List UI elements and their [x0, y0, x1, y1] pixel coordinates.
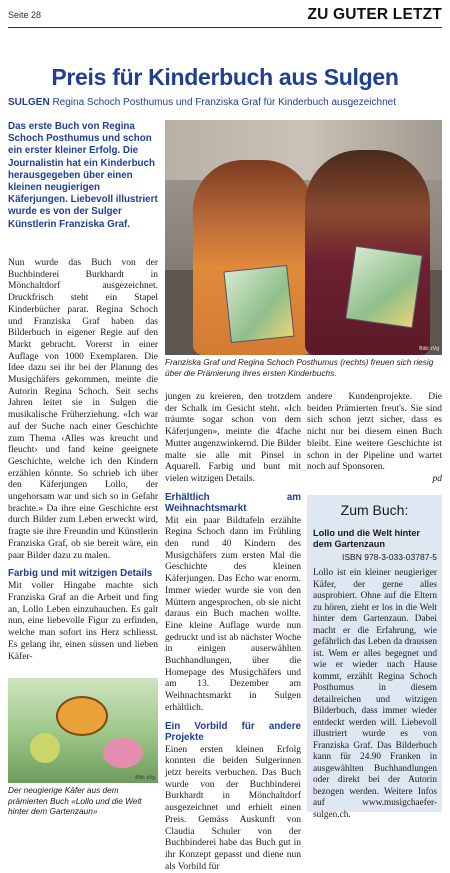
author-signature: pd: [432, 473, 442, 484]
column-3: [307, 392, 442, 486]
subheading: Farbig und mit witzigen Details: [8, 568, 153, 580]
photo-book-right: [345, 246, 423, 329]
book-illustration: [8, 678, 158, 783]
column-1: [8, 258, 158, 663]
column-2: [165, 392, 301, 873]
paragraph: Nun wurde das Buch von der Buchbinderei Burkhardt in Mönchaltdorf ausgezeichnet. Druckfrisch steht ein Stapel Kinderbücher parat. Regina Schoch und Franziska Graf haben das Bilderbuch in eigener Regie auf den Markt gebracht. Vorerst in einer Auflage von 1000 Exemplaren. Die Idee dazu sei ihr bei der Planung des Musigchäfers gekommen, meinte die Autorin Regina Schoch. Seit sechs Jahren leitet sie in Sulgen die musikalische Früherziehung. «Ich war auf der Suche nach einer Geschichte zum Thema ‹Alles was kreucht und fleucht› und fand keine geeignete Geschichte, welche ich den Kindern erzählen könnte. So schrieb ich über den Käferjungen Lollo, der ungehorsam war und sich so in Gefahr brachte.» Da ihre eine Geschichte erst durch Bilder zum Leben erweckt wird, fragte sie ihre Freundin und Künstlerin Franziska Graf, ob sie bereit wäre, ein paar Bilder dazu zu malen.: [8, 258, 158, 561]
page-header: [8, 6, 442, 28]
paragraph: andere Kundenprojekte. Die beiden Prämierten freut's. Sie sind sich schon jetzt sicher, dass es nicht nur bei diesem einen Buch bleibt. Eine weitere Geschichte ist schon in der Pipeline und wartet noch auf Sponsoren.: [307, 392, 442, 473]
illustration-leaf: [30, 733, 60, 763]
paragraph: Einen ersten kleinen Erfolg konnten die beiden Sulgerinnen jetzt bereits verbuchen. Das Buch wurde von der Buchbinderei Burkhardt in Mönchaltdorf ausgezeichnet und erhielt einen Preis. Gemäss Auskunft von Claudia Schuler von der Buchbinderei habe das Buch gut in ihr Konzept gepasst und diene nun als Vorbild für: [165, 744, 301, 872]
box-title: Zum Buch:: [340, 502, 409, 518]
book-isbn: ISBN 978-3-033-03787-5: [342, 552, 437, 562]
photo-caption: Franziska Graf und Regina Schoch Posthumus (rechts) freuen sich riesig über die Prämierung ihres ersten Kinderbuchs.: [165, 357, 434, 378]
book-info-box: [307, 495, 442, 820]
paragraph: jungen zu kreieren, den trotzdem der Schalk im Gesicht steht. «Ich träumte sogar schon von dem Käferjungen», meinte die 4fache Mutter augenzwinkernd. Die Bilder malte sie alle mit Pinsel in Aquarell. Farbig und bunt mit vielen witzigen Details.: [165, 392, 301, 484]
photo-book-left: [223, 265, 294, 343]
subheading: Ein Vorbild für andere Projekte: [165, 720, 301, 743]
article-photo: [165, 120, 442, 355]
article-subline: [8, 97, 448, 108]
page-number: Seite 28: [8, 10, 42, 20]
illustration-caption: Der neugierige Käfer aus dem prämierten Buch «Lollo und die Welt hinter dem Gartenzaun»: [8, 785, 142, 816]
photo-credit: Bild: zVg: [419, 346, 439, 352]
illustration-flower: [103, 738, 143, 768]
beetle-figure: [56, 696, 108, 736]
illustration-credit: Bild: zVg: [135, 775, 155, 781]
subline-text: Regina Schoch Posthumus und Franziska Graf für Kinderbuch ausgezeichnet: [52, 97, 396, 108]
paragraph: Mit voller Hingabe machte sich Franziska Graf an die Arbeit und fing an, Lollo Leben einzuhauchen. Es galt nun, eine liebevolle Figur zu erfinden, welche man sofort ins Herz schliesst. Es gelang ihr, einen süssen und lieben Käfer-: [8, 581, 158, 662]
book-description: Lollo ist ein kleiner neugieriger Käfer, der gerne alles ausprobiert. Ohne auf die Eltern zu hören, zieht er los in die Welt hinter dem Gartenzaun. Dabei macht er die Erfahrung, wie gefährlich das Leben da draussen ist. Wem er alles begegnet und wie er wieder nach Hause kommt, erzählt Regina Schoch Posthumus in diesem detailreichen und witzigen Bilderbuch, dass immer wieder entdeckt werden will. Liebevoll illustriert wurde es von Franziska Graf. Das Bilderbuch kann für 24.90 Franken in ausgewählten Buchhandlungen oder direkt bei der Autorin bezogen werden. Weitere Infos auf www.musigchaefer-sulgen.ch.: [313, 568, 437, 820]
paragraph: Mit ein paar Bildtafeln erzählte Regina Schoch dann im Frühling den rund 40 Kindern des Musigchäfers zum ersten Mal die Geschichte des kleinen Käferjungen. Das Echo war enorm. Immer wieder wurde sie von den Müttern angesprochen, ob sie nicht daraus ein Buch machen wollte. Eine kleine Auflage wurde nun gedruckt und ist ab nächster Woche in einigen auserwählten Buchhandlungen, über die Homepage des Musigchäfers und am 13. Dezember am Weihnachtsmarkt in Sulgen erhältlich.: [165, 515, 301, 713]
book-title: Lollo und die Welt hinter dem Gartenzaun: [313, 528, 421, 549]
subheading: Erhältlich am Weihnachtsmarkt: [165, 491, 301, 514]
article-headline: Preis für Kinderbuch aus Sulgen: [51, 64, 399, 90]
section-title: ZU GUTER LETZT: [307, 6, 442, 23]
article-lead: Das erste Buch von Regina Schoch Posthumus und schon ein erster kleiner Erfolg. Die Journalistin hat ein Kinderbuch herausgegeben über einen kleinen neugierigen Käferjungen. Liebevoll illustriert wurde es von der Sulger Künstlerin Franziska Graf.: [8, 121, 158, 230]
dateline: SULGEN: [8, 97, 50, 108]
